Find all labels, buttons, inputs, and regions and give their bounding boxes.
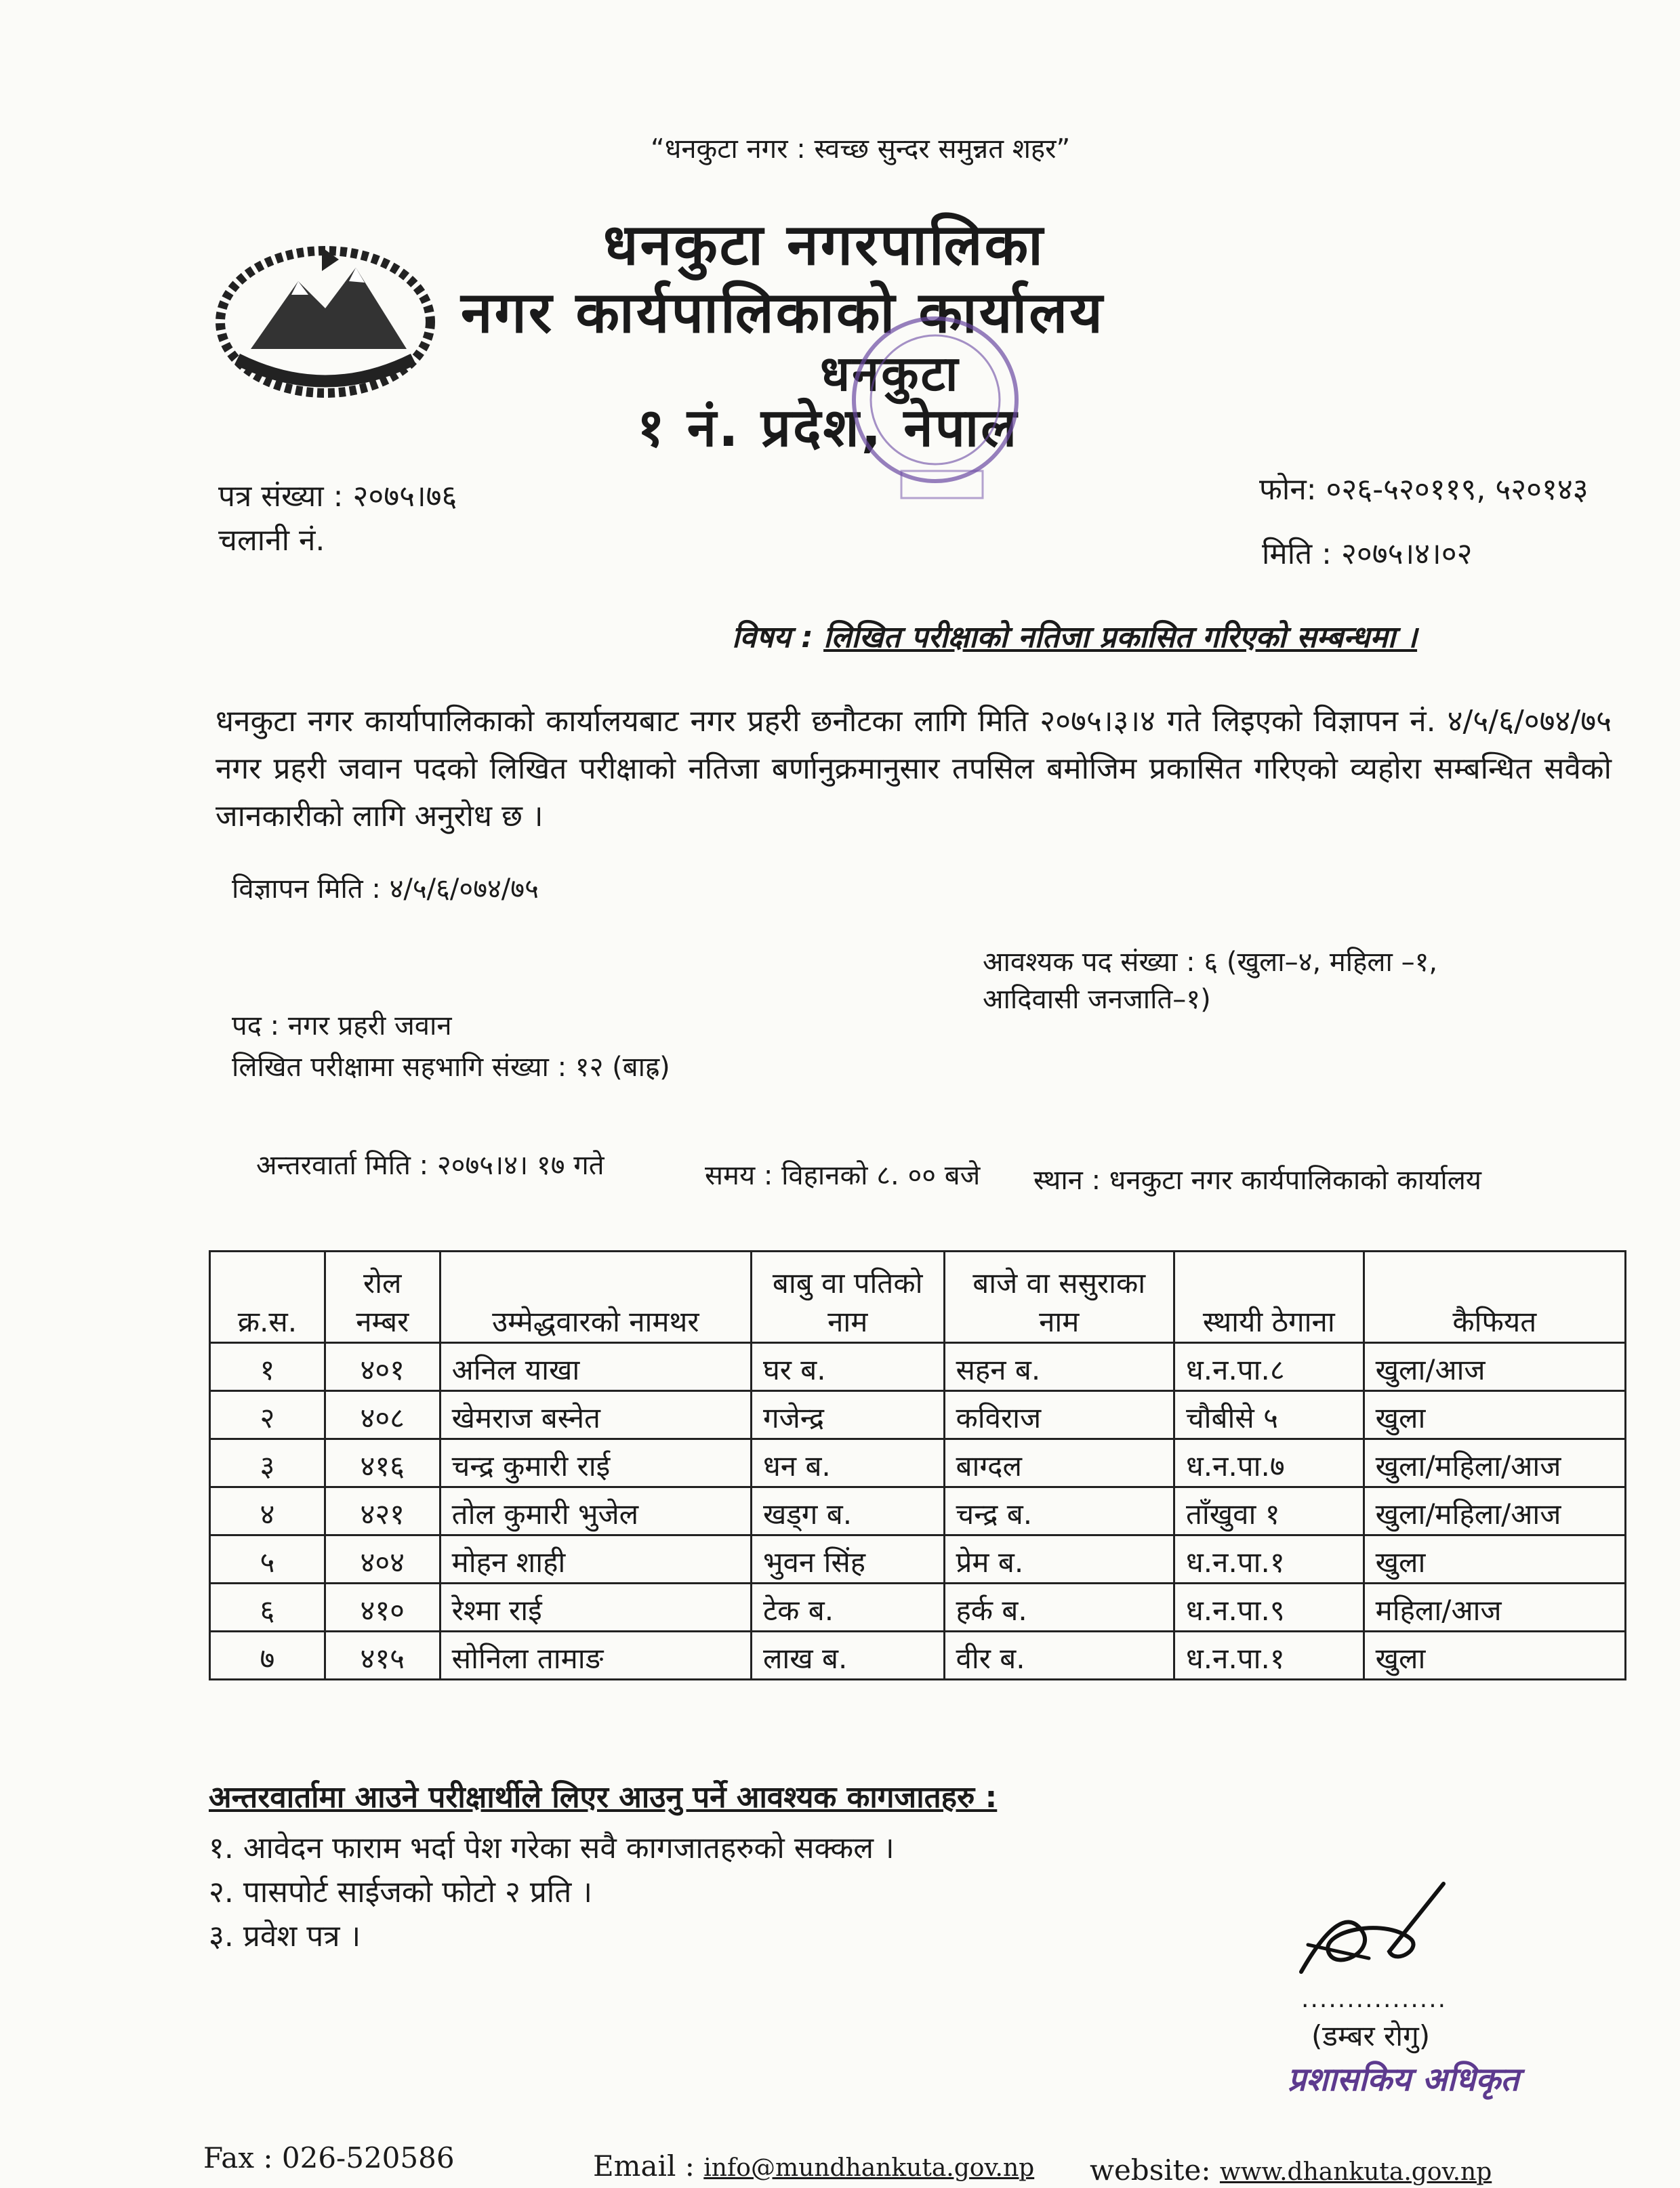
cell-address: ध.न.पा.९ (1174, 1584, 1364, 1632)
dispatch-number: चलानी नं. (218, 523, 325, 558)
subject-line (732, 615, 1417, 656)
positions-line-1: आवश्यक पद संख्या : ६ (खुला–४, महिला –१, (983, 947, 1438, 978)
cell-father: खड्ग ब. (751, 1487, 944, 1535)
cell-roll: ४१६ (325, 1439, 440, 1487)
cell-address: ध.न.पा.१ (1174, 1535, 1364, 1584)
cell-grandfather: हर्क ब. (944, 1584, 1174, 1632)
footer-email (593, 2149, 1034, 2183)
org-name: धनकुटा नगरपालिका (603, 211, 1045, 278)
cell-remarks: महिला/आज (1364, 1584, 1625, 1632)
cell-roll: ४२१ (325, 1487, 440, 1535)
cell-serial: ३ (210, 1439, 325, 1487)
cell-father: गजेन्द्र (751, 1391, 944, 1439)
header-remarks: कैफियत (1364, 1252, 1625, 1343)
cell-grandfather: बाग्दल (944, 1439, 1174, 1487)
cell-father: लाख ब. (751, 1632, 944, 1680)
province-line: १ नं. प्रदेश, नेपाल (637, 398, 1019, 459)
cell-remarks: खुला/आज (1364, 1343, 1625, 1391)
table-row (210, 1391, 1626, 1439)
cell-candidate: तोल कुमारी भुजेल (440, 1487, 751, 1535)
header-father: बाबु वा पतिको नाम (751, 1252, 944, 1343)
email-label: Email : (593, 2149, 695, 2183)
cell-roll: ४०४ (325, 1535, 440, 1584)
motto: “धनकुटा नगर : स्वच्छ सुन्दर समुन्नत शहर” (651, 133, 1071, 165)
table-row (210, 1439, 1626, 1487)
header-roll: रोल नम्बर (325, 1252, 440, 1343)
header-grandfather: बाजे वा ससुराका नाम (944, 1252, 1174, 1343)
footer-fax: Fax : 026-520586 (203, 2141, 455, 2174)
signer-name: (डम्बर रोगु) (1311, 2019, 1431, 2052)
cell-candidate: अनिल याखा (440, 1343, 751, 1391)
signer-title: प्रशासकिय अधिकृत (1288, 2061, 1519, 2099)
cell-address: ध.न.पा.७ (1174, 1439, 1364, 1487)
cell-address: चौबीसे ५ (1174, 1391, 1364, 1439)
header-serial: क्र.स. (210, 1252, 325, 1343)
cell-father: घर ब. (751, 1343, 944, 1391)
office-location: धनकुटा (820, 345, 960, 402)
participant-count: लिखित परीक्षामा सहभागि संख्या : १२ (बाह्र) (232, 1052, 670, 1083)
cell-candidate: मोहन शाही (440, 1535, 751, 1584)
cell-address: ध.न.पा.१ (1174, 1632, 1364, 1680)
cell-serial: ५ (210, 1535, 325, 1584)
cell-serial: २ (210, 1391, 325, 1439)
cell-grandfather: सहन ब. (944, 1343, 1174, 1391)
document-item: २. पासपोर्ट साईजको फोटो २ प्रति । (209, 1875, 593, 1910)
table-row (210, 1343, 1626, 1391)
cell-father: भुवन सिंह (751, 1535, 944, 1584)
handwritten-signature-icon (1288, 1870, 1477, 1992)
document-item: १. आवेदन फाराम भर्दा पेश गरेका सवै कागजातहरुको सक्कल । (209, 1831, 895, 1865)
cell-address: ताँखुवा १ (1174, 1487, 1364, 1535)
cell-remarks: खुला/महिला/आज (1364, 1439, 1625, 1487)
cell-roll: ४१५ (325, 1632, 440, 1680)
positions-line-2: आदिवासी जनजाति–१) (983, 984, 1211, 1015)
government-emblem-icon (210, 241, 441, 403)
subject-label: विषय : (732, 620, 813, 655)
footer-website (1090, 2153, 1492, 2187)
office-stamp-icon (806, 305, 1064, 529)
website-label: website: (1090, 2153, 1211, 2187)
subject-text: लिखित परीक्षाको नतिजा प्रकासित गरिएको सम्बन्धमा । (823, 620, 1418, 655)
cell-remarks: खुला (1364, 1391, 1625, 1439)
documents-title: अन्तरवार्तामा आउने परीक्षार्थीले लिएर आउनु पर्ने आवश्यक कागजातहरु : (209, 1780, 998, 1815)
cell-candidate: रेश्मा राई (440, 1584, 751, 1632)
letter-number: पत्र संख्या : २०७५।७६ (218, 479, 457, 514)
cell-remarks: खुला/महिला/आज (1364, 1487, 1625, 1535)
website-link[interactable]: www.dhankuta.gov.np (1219, 2158, 1492, 2186)
advert-date: विज्ञापन मिति : ४/५/६/०७४/७५ (232, 873, 539, 905)
cell-roll: ४०१ (325, 1343, 440, 1391)
cell-address: ध.न.पा.८ (1174, 1343, 1364, 1391)
cell-grandfather: वीर ब. (944, 1632, 1174, 1680)
interview-date: अन्तरवार्ता मिति : २०७५।४। १७ गते (256, 1150, 605, 1181)
interview-place: स्थान : धनकुटा नगर कार्यपालिकाको कार्यालय (1033, 1165, 1482, 1196)
body-paragraph: धनकुटा नगर कार्यापालिकाको कार्यालयबाट नगर प्रहरी छनौटका लागि मिति २०७५।३।४ गते लिइएको विज्ञापन नं. ४/५/६/०७४/७५ नगर प्रहरी जवान पदको लिखित परीक्षाको नतिजा बर्णानुक्रमानुसार तपसिल बमोजिम प्रकासित गरिएको व्यहोरा सम्बन्धित सवैको जानकारीको लागि अनुरोध छ । (216, 704, 1612, 833)
post-name: पद : नगर प्रहरी जवान (232, 1010, 452, 1041)
cell-serial: १ (210, 1343, 325, 1391)
cell-father: टेक ब. (751, 1584, 944, 1632)
cell-remarks: खुला (1364, 1535, 1625, 1584)
interview-time: समय : विहानको ८. ०० बजे (705, 1160, 981, 1191)
header-address: स्थायी ठेगाना (1174, 1252, 1364, 1343)
cell-grandfather: कविराज (944, 1391, 1174, 1439)
cell-candidate: खेमराज बस्नेत (440, 1391, 751, 1439)
results-table (209, 1250, 1626, 1680)
document-item: ३. प्रवेश पत्र । (209, 1919, 361, 1954)
table-row (210, 1487, 1626, 1535)
cell-remarks: खुला (1364, 1632, 1625, 1680)
letter-date: मिति : २०७५।४।०२ (1262, 537, 1473, 571)
cell-grandfather: चन्द्र ब. (944, 1487, 1174, 1535)
office-name: नगर कार्यपालिकाको कार्यालय (461, 279, 1105, 346)
cell-roll: ४१० (325, 1584, 440, 1632)
cell-father: धन ब. (751, 1439, 944, 1487)
table-row (210, 1584, 1626, 1632)
cell-grandfather: प्रेम ब. (944, 1535, 1174, 1584)
cell-roll: ४०८ (325, 1391, 440, 1439)
phone-number: फोन: ०२६-५२०११९, ५२०१४३ (1259, 472, 1589, 507)
cell-candidate: चन्द्र कुमारी राई (440, 1439, 751, 1487)
table-row (210, 1632, 1626, 1680)
header-candidate: उम्मेद्धवारको नामथर (440, 1252, 751, 1343)
signature-line: ................ (1301, 1985, 1448, 2013)
cell-candidate: सोनिला तामाङ (440, 1632, 751, 1680)
email-link[interactable]: info@mundhankuta.gov.np (703, 2154, 1035, 2182)
table-row (210, 1535, 1626, 1584)
cell-serial: ७ (210, 1632, 325, 1680)
table-header-row (210, 1252, 1626, 1343)
cell-serial: ६ (210, 1584, 325, 1632)
cell-serial: ४ (210, 1487, 325, 1535)
